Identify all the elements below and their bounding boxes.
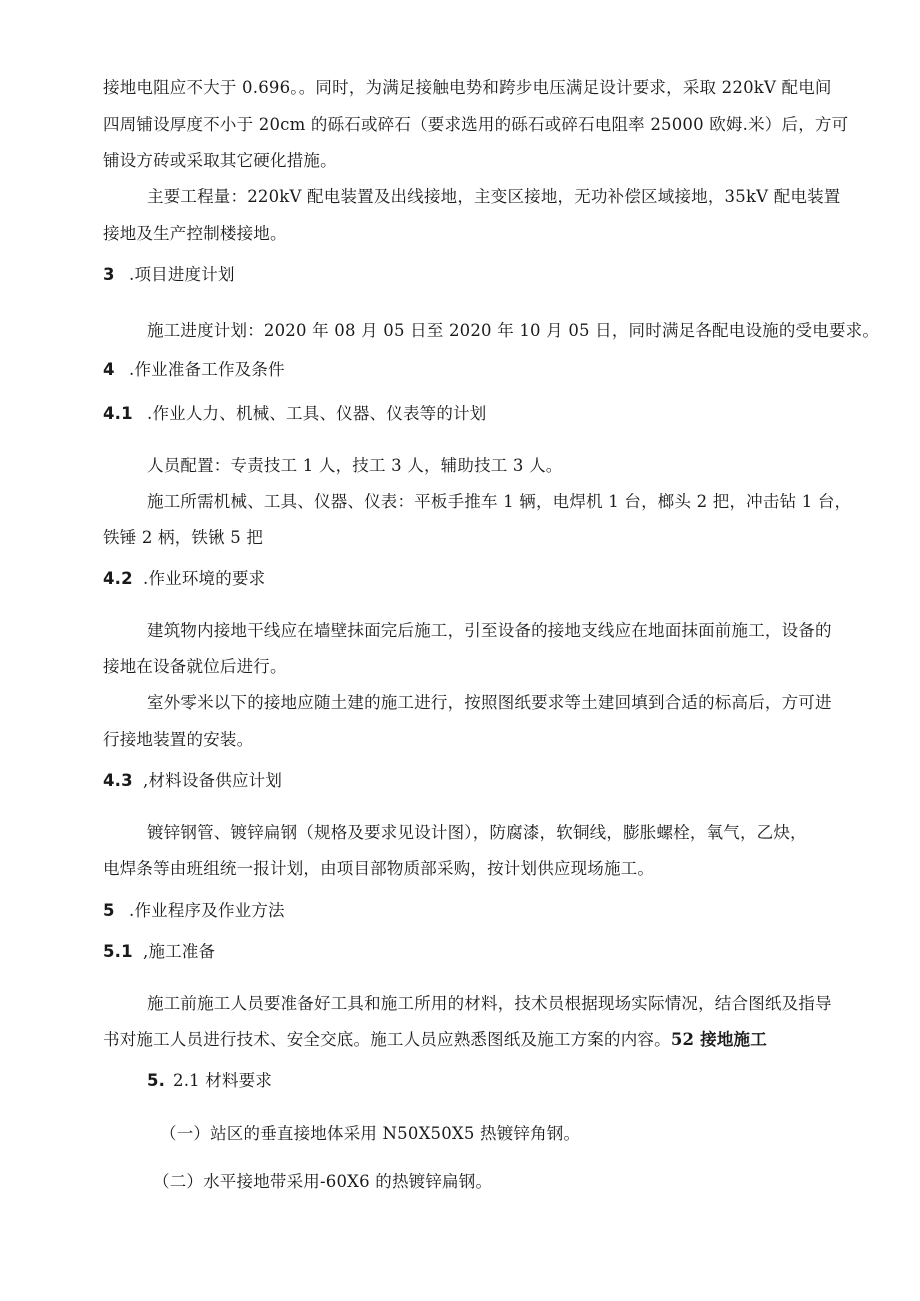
heading-title: .项目进度计划 [129,265,235,284]
heading-number: 5.1 [103,942,133,961]
heading-title: 2.1 材料要求 [173,1071,273,1090]
list-item-1: （一）站区的垂直接地体采用 N50X50X5 热镀锌角钢。 [160,1124,581,1143]
list-item-2: （二）水平接地带采用-60X6 的热镀锌扁钢。 [153,1172,493,1191]
paragraph-line: 室外零米以下的接地应随土建的施工进行，按照图纸要求等土建回填到合适的标高后，方可进 [147,693,832,712]
paragraph-line [103,1029,767,1051]
heading-title: .作业环境的要求 [143,569,266,588]
section-heading-4-2 [103,568,265,590]
heading-title: .作业人力、机械、工具、仪器、仪表等的计划 [147,404,487,423]
paragraph-line: 接地电阻应不大于 0.696。。同时，为满足接触电势和跨步电压满足设计要求，采取 220kV 配电间 [103,78,832,97]
paragraph-line: 接地及生产控制楼接地。 [103,224,287,243]
section-heading-5-2-1 [147,1070,272,1092]
paragraph-text: 书对施工人员进行技术、安全交底。施工人员应熟悉图纸及施工方案的内容。 [103,1030,671,1049]
heading-title: .作业准备工作及条件 [129,360,285,379]
heading-number: 5 [103,901,115,920]
section-heading-4 [103,359,285,381]
heading-number: 3 [103,265,115,284]
section-heading-3 [103,264,235,286]
heading-number: 5. [147,1071,166,1090]
paragraph-line: 建筑物内接地干线应在墙壁抹面完后施工，引至设备的接地支线应在地面抹面前施工，设备的 [147,621,832,640]
paragraph-line: 行接地装置的安装。 [103,730,254,749]
heading-title: ,材料设备供应计划 [143,771,283,790]
heading-number: 4.3 [103,771,133,790]
heading-number: 4 [103,360,115,379]
paragraph-line: 四周铺设厚度不小于 20cm 的砾石或碎石（要求选用的砾石或碎石电阻率 25000 欧姆.米）后，方可 [103,115,849,134]
section-heading-5-1 [103,941,215,963]
heading-title: .作业程序及作业方法 [129,901,285,920]
paragraph-line: 铁锤 2 柄，铁锹 5 把 [103,528,264,547]
paragraph-line: 电焊条等由班组统一报计划，由项目部物质部采购，按计划供应现场施工。 [103,859,655,878]
paragraph-line: 施工前施工人员要准备好工具和施工所用的材料，技术员根据现场实际情况，结合图纸及指导 [147,994,832,1013]
section-heading-4-1 [103,403,486,425]
paragraph-line: 镀锌钢管、镀锌扁钢（规格及要求见设计图），防腐漆，软铜线，膨胀螺栓，氧气，乙炔， [147,823,807,842]
paragraph-line: 施工所需机械、工具、仪器、仪表：平板手推车 1 辆，电焊机 1 台，榔头 2 把，冲击钻 1 台， [147,492,852,511]
paragraph-line: 人员配置：专责技工 1 人，技工 3 人，辅助技工 3 人。 [147,456,563,475]
section-heading-5 [103,900,285,922]
paragraph-line: 接地在设备就位后进行。 [103,657,287,676]
heading-number: 4.1 [103,404,133,423]
section-heading-4-3 [103,770,282,792]
schedule-paragraph: 施工进度计划：2020 年 08 月 05 日至 2020 年 10 月 05 日，同时满足各配电设施的受电要求。 [147,321,880,340]
heading-number: 4.2 [103,569,133,588]
inline-subheading: 52 接地施工 [670,1030,767,1049]
heading-title: ,施工准备 [143,942,216,961]
paragraph-line: 铺设方砖或采取其它硬化措施。 [103,151,337,170]
paragraph-line: 主要工程量：220kV 配电装置及出线接地，主变区接地，无功补偿区域接地，35kV 配电装置 [147,187,841,206]
